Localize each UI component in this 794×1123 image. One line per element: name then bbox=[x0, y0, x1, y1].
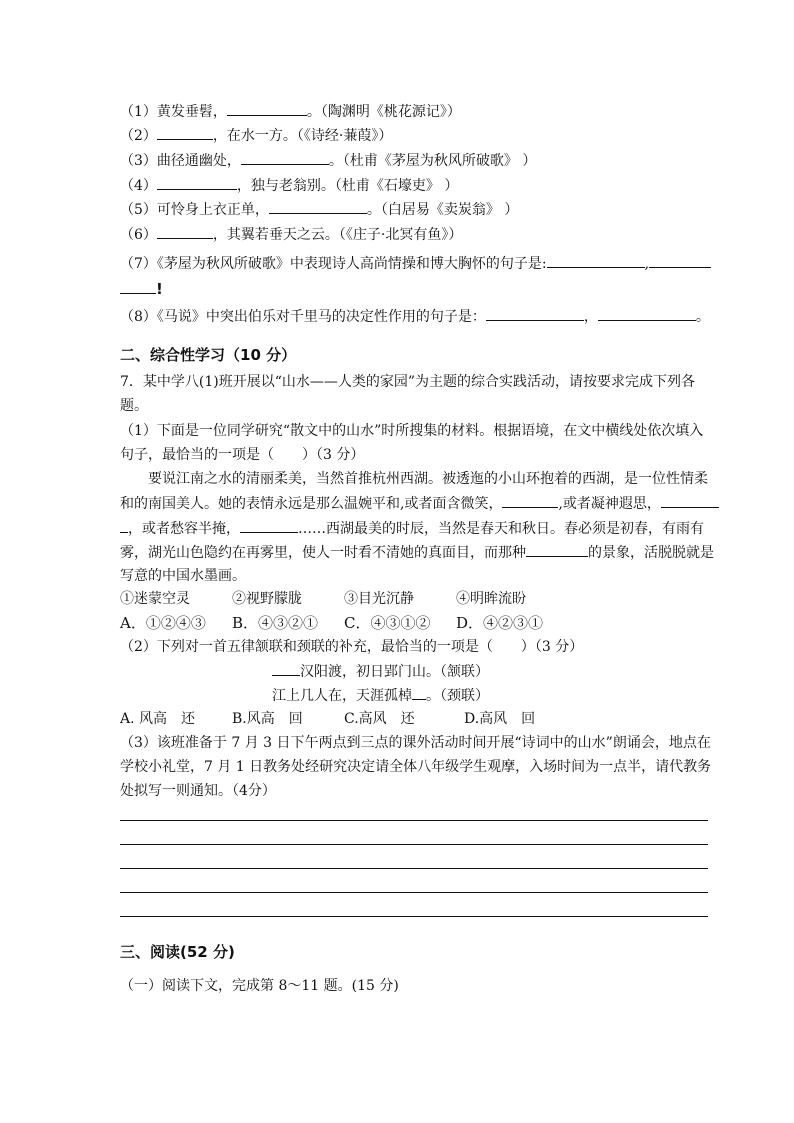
answer-blank[interactable] bbox=[486, 306, 584, 321]
answer-blank[interactable] bbox=[649, 253, 711, 268]
answer-option-b[interactable]: B．④③②① bbox=[232, 614, 319, 632]
sub-question-3: （3）该班准备于 7 月 3 日下午两点到三点的课外活动时间开展“诗词中的山水”朗诵会，地点在 bbox=[120, 735, 711, 751]
answer-blank[interactable] bbox=[269, 199, 367, 214]
answer-blank[interactable] bbox=[120, 279, 156, 294]
answer-blank[interactable] bbox=[227, 101, 307, 116]
answer-blank[interactable] bbox=[598, 306, 696, 321]
answer-line[interactable] bbox=[120, 868, 708, 869]
answer-line[interactable] bbox=[120, 820, 708, 821]
passage-line-2: 和的南国美人。她的表情永远是那么温婉平和,或者面含微笑， ,或者凝神遐思， bbox=[120, 493, 719, 514]
poem-q6: （6） ，其翼若垂天之云。（《庄子·北冥有鱼》） bbox=[120, 224, 462, 245]
poem-q7-cont: ! bbox=[120, 279, 163, 300]
section-title-comprehensive: 二、综合性学习（10 分） bbox=[120, 346, 297, 364]
section-title-reading: 三、阅读(52 分) bbox=[120, 943, 235, 961]
poem-q2: （2） ，在水一方。（《诗经·蒹葭》） bbox=[120, 125, 392, 146]
answer-option-d[interactable]: D．④②③① bbox=[456, 614, 544, 632]
sub-question-2: （2）下列对一首五律颔联和颈联的补充，最恰当的一项是（ ）（3 分） bbox=[120, 639, 584, 655]
verse-option-c[interactable]: C.高风 还 bbox=[344, 711, 415, 727]
answer-blank[interactable] bbox=[120, 518, 128, 533]
phrase-choice: ③目光沉静 bbox=[344, 591, 414, 607]
question-7-intro-cont: 题。 bbox=[120, 398, 148, 414]
answer-blank[interactable] bbox=[240, 518, 298, 533]
poem-q3: （3）曲径通幽处， 。（杜甫《茅屋为秋风所破歌》 ） bbox=[120, 150, 536, 171]
answer-line[interactable] bbox=[120, 892, 708, 893]
verse-option-a[interactable]: A. 风高 还 bbox=[120, 711, 196, 727]
passage-line-1: 要说江南之水的清丽柔美，当然首推杭州西湖。被透迤的小山环抱着的西湖，是一位性情柔 bbox=[148, 471, 708, 487]
phrase-choice: ②视野朦胧 bbox=[232, 591, 302, 607]
answer-blank[interactable] bbox=[157, 125, 213, 140]
verse-option-d[interactable]: D.高风 回 bbox=[464, 711, 536, 727]
sub-question-3-cont: 学校小礼堂，7 月 1 日教务处经研究决定请全体八年级学生观摩，入场时间为一点半，请代教务 bbox=[120, 759, 712, 775]
passage-line-5: 写意的中国水墨画。 bbox=[120, 568, 246, 584]
passage-line-3: ，或者愁容半掩， ……西湖最美的时辰，当然是春天和秋日。春必须是初春，有雨有 bbox=[120, 518, 704, 539]
verse-line-2: 江上几人在，天涯孤棹 。（颈联） bbox=[272, 685, 489, 706]
answer-blank[interactable] bbox=[661, 493, 719, 508]
poem-q7: （7）《茅屋为秋风所破歌》中表现诗人高尚情操和博大胸怀的句子是: , bbox=[120, 253, 711, 274]
answer-line[interactable] bbox=[120, 916, 708, 917]
sub-question-1: （1）下面是一位同学研究“散文中的山水”时所搜集的材料。根据语境，在文中横线处依次填入 bbox=[120, 423, 704, 439]
poem-q1: （1）黄发垂髫， 。（陶渊明《桃花源记》） bbox=[120, 101, 461, 122]
answer-blank[interactable] bbox=[412, 685, 426, 700]
answer-blank[interactable] bbox=[272, 661, 300, 676]
answer-blank[interactable] bbox=[241, 150, 329, 165]
verse-line-1: 汉阳渡，初日郢门山。（颔联） bbox=[272, 661, 489, 682]
phrase-choice: ④明眸流盼 bbox=[456, 591, 526, 607]
poem-q8: （8）《马说》中突出伯乐对千里马的决定性作用的句子是： ， 。 bbox=[120, 306, 710, 327]
sub-question-3-cont: 处拟写一则通知。（4分） bbox=[120, 783, 276, 799]
answer-option-c[interactable]: C．④③①② bbox=[344, 614, 431, 632]
answer-blank[interactable] bbox=[547, 253, 645, 268]
passage-line-4: 雾，湖光山色隐约在再雾里，使人一时看不清她的真面目，而那种 的景象，活脱脱就是 bbox=[120, 542, 714, 563]
sub-question-1-cont: 句子，最恰当的一项是（ ）（3 分） bbox=[120, 447, 365, 463]
answer-blank[interactable] bbox=[526, 542, 588, 557]
reading-part-1: （一）阅读下文，完成第 8～11 题。(15 分) bbox=[120, 978, 399, 994]
answer-option-a[interactable]: A．①②④③ bbox=[120, 614, 206, 632]
answer-line[interactable] bbox=[120, 844, 708, 845]
question-7-intro: 7．某中学八(1)班开展以“山水——人类的家园”为主题的综合实践活动，请按要求完成下列各 bbox=[120, 374, 696, 390]
phrase-choice: ①迷蒙空灵 bbox=[120, 591, 190, 607]
answer-blank[interactable] bbox=[157, 175, 237, 190]
poem-q5: （5）可怜身上衣正单， 。（白居易《卖炭翁》 ） bbox=[120, 199, 518, 220]
answer-blank[interactable] bbox=[502, 493, 558, 508]
answer-blank[interactable] bbox=[157, 224, 213, 239]
poem-q4: （4） ，独与老翁别。（杜甫《石壕吏》 ） bbox=[120, 175, 458, 196]
verse-option-b[interactable]: B.风高 回 bbox=[232, 711, 303, 727]
